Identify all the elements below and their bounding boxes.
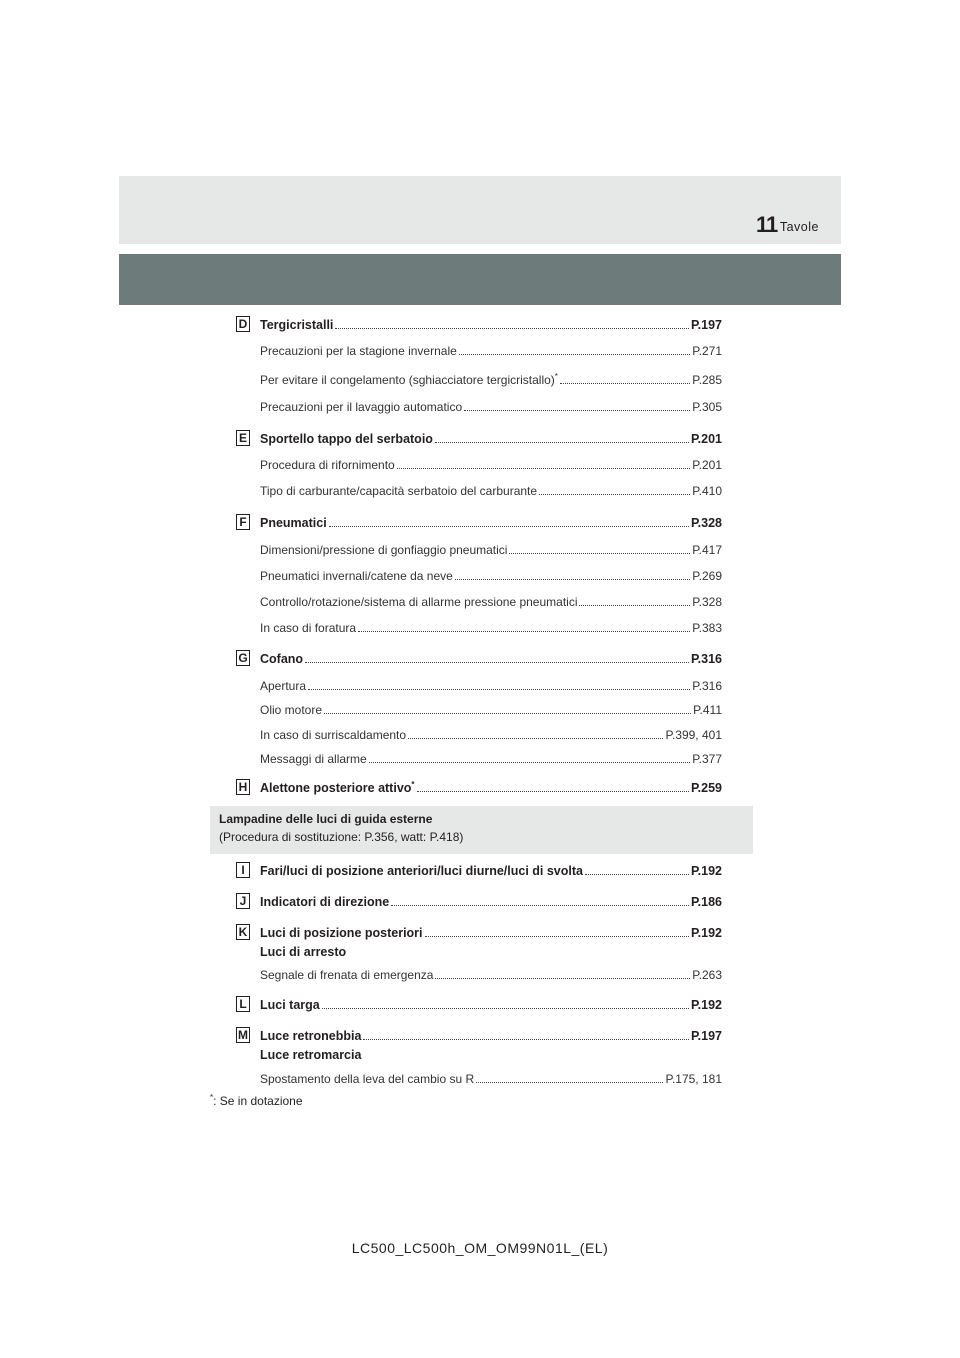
key-letter-l: L (236, 996, 250, 1012)
key-letter-j: J (236, 893, 250, 909)
entry-d-sub-2-leader (464, 410, 690, 411)
entry-f-sub-2-leader (579, 605, 690, 606)
lamp-entry-k-extra-label: Luci di arresto (260, 945, 347, 959)
key-letter-k: K (236, 924, 250, 940)
entry-g-sub-1-label: Olio motore (260, 703, 323, 717)
entry-e-sub-1 (260, 484, 722, 498)
entry-d-sub-0 (260, 344, 722, 358)
entry-f-sub-2 (260, 595, 722, 609)
lamp-entry-k (260, 926, 722, 940)
entry-d (260, 318, 722, 332)
entry-f-sub-1-leader (455, 579, 690, 580)
lamp-entry-m-sub-0-page: P.175, 181 (665, 1072, 722, 1086)
lamp-entry-k-sub-0-page: P.263 (692, 968, 722, 982)
entry-d-sub-1-label: Per evitare il congelamento (sghiacciatore tergicristallo)* (260, 373, 558, 387)
section-title: Tavole (779, 220, 819, 234)
entry-g (260, 652, 722, 666)
entry-f-sub-1 (260, 569, 722, 583)
entry-d-sub-2-label: Precauzioni per il lavaggio automatico (260, 400, 463, 414)
lamp-entry-i (260, 864, 722, 878)
lamp-entry-l-leader (322, 1008, 689, 1009)
document-code: LC500_LC500h_OM_OM99N01L_(EL) (351, 1240, 609, 1256)
entry-g-page: P.316 (690, 652, 722, 666)
entry-d-sub-1-leader (560, 383, 690, 384)
entry-g-sub-0 (260, 679, 722, 693)
entry-d-sub-1 (260, 373, 722, 387)
entry-g-sub-3 (260, 752, 722, 766)
entry-g-sub-3-leader (369, 762, 690, 763)
entry-f-page: P.328 (690, 516, 722, 530)
entry-h-mark: * (411, 781, 415, 789)
entry-f-sub-3-leader (358, 631, 690, 632)
entry-g-sub-0-leader (308, 689, 690, 690)
key-letter-g: G (236, 650, 250, 666)
entry-f-label: Pneumatici (260, 516, 327, 530)
lamp-entry-k-leader (425, 936, 689, 937)
entry-e-sub-1-page: P.410 (692, 484, 722, 498)
footnote (210, 1094, 303, 1108)
entry-g-sub-3-page: P.377 (692, 752, 722, 766)
lamp-entry-m-sub-0-leader (476, 1082, 663, 1083)
lamp-entry-m-extra-label: Luce retromarcia (260, 1048, 362, 1062)
entry-d-sub-1-page: P.285 (692, 373, 722, 387)
entry-h-leader (417, 791, 689, 792)
entry-f-sub-0-page: P.417 (692, 543, 722, 557)
entry-f-sub-2-label: Controllo/rotazione/sistema di allarme pressione pneumatici (260, 595, 578, 609)
entry-f-sub-0-leader (509, 553, 690, 554)
key-letter-f: F (236, 514, 250, 530)
entry-e-page: P.201 (690, 432, 722, 446)
entry-f-sub-1-page: P.269 (692, 569, 722, 583)
entry-h (260, 781, 722, 795)
entry-g-sub-2-page: P.399, 401 (665, 728, 722, 742)
entry-g-label: Cofano (260, 652, 304, 666)
entry-f-sub-0-label: Dimensioni/pressione di gonfiaggio pneumatici (260, 543, 508, 557)
lamp-entry-k-sub-0-label: Segnale di frenata di emergenza (260, 968, 434, 982)
entry-d-label: Tergicristalli (260, 318, 334, 332)
lamp-entry-m-page: P.197 (690, 1029, 722, 1043)
entry-f-sub-2-page: P.328 (692, 595, 722, 609)
key-letter-m: M (238, 1028, 248, 1042)
entry-f-sub-1-label: Pneumatici invernali/catene da neve (260, 569, 453, 583)
entry-d-sub-0-page: P.271 (692, 344, 722, 358)
lamp-entry-k-sub-0-leader (435, 978, 690, 979)
lamp-entry-m (260, 1029, 722, 1043)
entry-e-sub-0-label: Procedura di rifornimento (260, 458, 395, 472)
entry-e (260, 432, 722, 446)
lamp-entry-m-leader (363, 1039, 689, 1040)
lamp-entry-i-leader (585, 874, 689, 875)
lamp-entry-i-page: P.192 (690, 864, 722, 878)
entry-f-sub-3 (260, 621, 722, 635)
key-letter-e: E (236, 430, 250, 446)
lamp-entry-j-page: P.186 (690, 895, 722, 909)
entry-f-leader (329, 526, 689, 527)
key-letter-i: I (236, 862, 250, 878)
entry-d-leader (335, 328, 689, 329)
entry-h-page: P.259 (690, 781, 722, 795)
lamp-entry-l (260, 998, 722, 1012)
lamp-entry-j-label: Indicatori di direzione (260, 895, 390, 909)
entry-f-sub-3-page: P.383 (692, 621, 722, 635)
entry-d-sub-2 (260, 400, 722, 414)
entry-g-sub-2 (260, 728, 722, 742)
entry-e-leader (435, 442, 689, 443)
lamp-entry-i-label: Fari/luci di posizione anteriori/luci diurne/luci di svolta (260, 864, 583, 878)
entry-f-sub-0 (260, 543, 722, 557)
lamp-entry-j-leader (391, 905, 689, 906)
entry-f-sub-3-label: In caso di foratura (260, 621, 357, 635)
entry-d-sub-1-mark: * (554, 373, 558, 381)
lamp-entry-k-page: P.192 (690, 926, 722, 940)
entry-g-sub-1-page: P.411 (693, 703, 722, 717)
footnote-mark: * (210, 1093, 214, 1102)
entry-g-sub-2-label: In caso di surriscaldamento (260, 728, 407, 742)
footnote-text: : Se in dotazione (213, 1094, 303, 1108)
entry-e-sub-0-leader (397, 468, 690, 469)
entry-g-sub-0-label: Apertura (260, 679, 307, 693)
lamp-entry-k-sub-0 (260, 968, 722, 982)
entry-e-label: Sportello tappo del serbatoio (260, 432, 433, 446)
lamp-entry-l-page: P.192 (690, 998, 722, 1012)
key-letter-d: D (236, 316, 250, 332)
lamp-entry-m-label: Luce retronebbia (260, 1029, 362, 1043)
entry-g-sub-2-leader (408, 738, 663, 739)
lamp-entry-j (260, 895, 722, 909)
lamp-entry-m-sub-0 (260, 1072, 722, 1086)
lamp-section-subtitle: (Procedura di sostituzione: P.356, watt: P.418) (219, 830, 464, 844)
lamp-section-title: Lampadine delle luci di guida esterne (219, 812, 433, 826)
lamp-entry-m-sub-0-label: Spostamento della leva del cambio su R (260, 1072, 475, 1086)
entry-g-sub-1 (260, 703, 722, 717)
lamp-entry-l-label: Luci targa (260, 998, 320, 1012)
page-number: 11 (756, 212, 778, 237)
key-letter-h: H (236, 779, 250, 795)
entry-e-sub-1-leader (539, 494, 690, 495)
entry-d-sub-0-label: Precauzioni per la stagione invernale (260, 344, 457, 358)
entry-g-leader (305, 662, 689, 663)
lamp-entry-k-label: Luci di posizione posteriori (260, 926, 423, 940)
entry-d-page: P.197 (690, 318, 722, 332)
entry-g-sub-0-page: P.316 (692, 679, 722, 693)
entry-d-sub-2-page: P.305 (692, 400, 722, 414)
entry-h-label: Alettone posteriore attivo* (260, 781, 415, 795)
entry-e-sub-1-label: Tipo di carburante/capacità serbatoio del carburante (260, 484, 538, 498)
entry-g-sub-3-label: Messaggi di allarme (260, 752, 367, 766)
entry-g-sub-1-leader (324, 713, 691, 714)
entry-f (260, 516, 722, 530)
entry-e-sub-0-page: P.201 (692, 458, 722, 472)
entry-e-sub-0 (260, 458, 722, 472)
entry-d-sub-0-leader (459, 354, 690, 355)
